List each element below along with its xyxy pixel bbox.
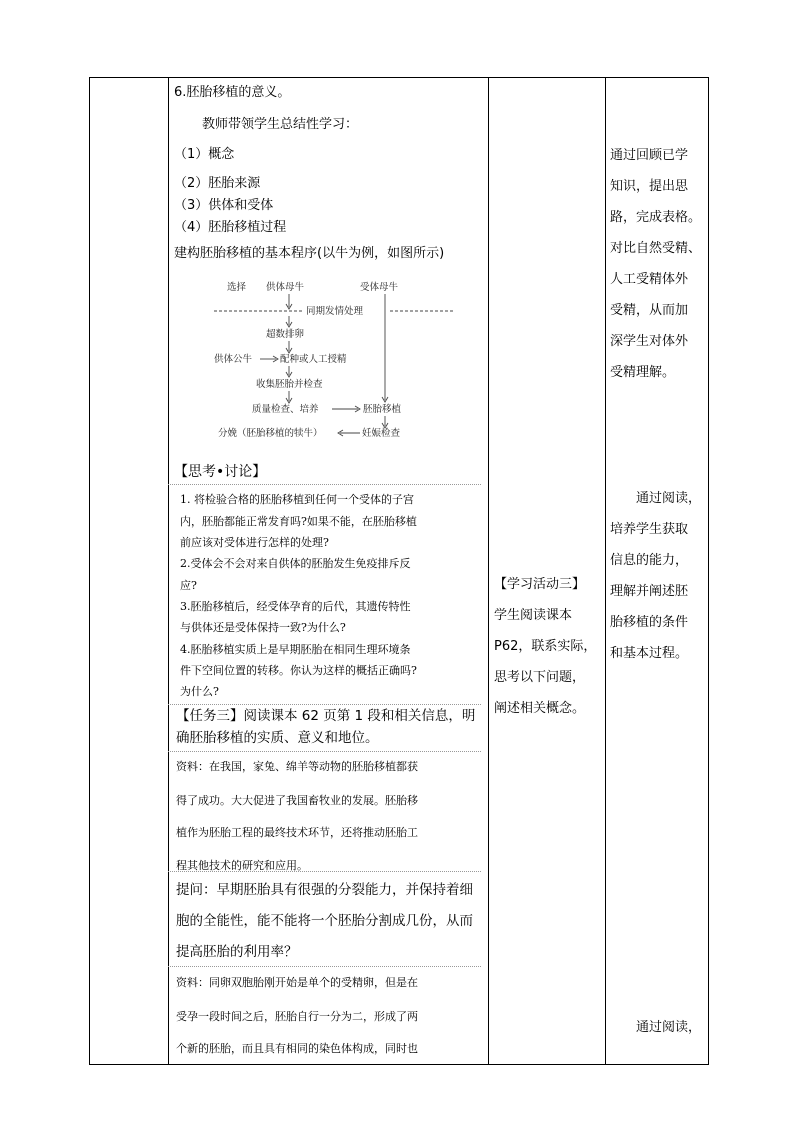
- flow-mating: 配种或人工授精: [280, 354, 347, 365]
- discussion-line: 2.受体会不会对来自供体的胚胎发生免疫排斥反: [180, 557, 411, 570]
- activity-line: 学生阅读课本: [494, 608, 573, 623]
- flow-select: 选择: [227, 282, 247, 293]
- discussion-line: 3.胚胎移植后，经受体孕育的后代，其遗传特性: [180, 600, 411, 613]
- intent-line: 和基本过程。: [610, 646, 689, 661]
- question-line: 提问：早期胚胎具有很强的分裂能力，并保持着细: [176, 882, 473, 898]
- discussion-line: 应?: [180, 579, 197, 592]
- intent-line: 受精理解。: [610, 365, 676, 380]
- intent-line: 深学生对体外: [610, 334, 689, 349]
- activity-line: 【学习活动三】: [494, 577, 586, 592]
- point-item: （4）胚胎移植过程: [174, 220, 287, 235]
- intent-line: 培养学生获取: [610, 522, 689, 537]
- material-line: 植作为胚胎工程的最终技术环节，还将推动胚胎工: [176, 826, 418, 839]
- divider: [168, 871, 481, 872]
- question-line: 提高胚胎的利用率？: [176, 944, 298, 960]
- column-divider: [168, 78, 169, 1064]
- question-line: 胞的全能性，能不能将一个胚胎分割成几份，从而: [176, 913, 473, 929]
- flow-pregnancy: 妊娠检查: [362, 428, 401, 439]
- intent-line: 通过回顾已学: [610, 148, 689, 163]
- point-item: （3）供体和受体: [174, 198, 274, 213]
- discussion-line: 与供体还是受体保持一致?为什么?: [180, 621, 346, 634]
- task-line: 【任务三】阅读课本 62 页第 1 段和相关信息，明: [176, 708, 476, 724]
- discussion-title: 【思考•讨论】: [174, 464, 267, 480]
- discussion-line: 1. 将检验合格的胚胎移植到任何一个受体的子宫: [180, 493, 414, 506]
- column-divider: [488, 78, 489, 1064]
- flow-recipient-cow: 受体母牛: [360, 282, 399, 293]
- discussion-line: 件下空间位置的转移。你认为这样的概括正确吗?: [180, 664, 417, 677]
- material-line: 个新的胚胎，而且具有相同的染色体构成，同时也: [176, 1042, 418, 1055]
- divider: [168, 704, 481, 705]
- intent-line: 知识，提出思: [610, 179, 689, 194]
- discussion-line: 为什么?: [180, 685, 219, 698]
- intent-line: 信息的能力，: [610, 553, 689, 568]
- material-line: 资料：同卵双胞胎刚开始是单个的受精卵，但是在: [176, 976, 418, 989]
- material-line: 程其他技术的研究和应用。: [176, 859, 308, 872]
- material-line: 受孕一段时间之后，胚胎自行一分为二，形成了两: [176, 1010, 418, 1023]
- intent-line: 理解并阐述胚: [610, 584, 689, 599]
- flow-transfer: 胚胎移植: [363, 404, 402, 415]
- column-divider: [605, 78, 606, 1064]
- intent-line: 人工受精体外: [610, 272, 689, 287]
- activity-line: P62，联系实际，: [494, 639, 597, 654]
- intent-line: 受精，从而加: [610, 303, 689, 318]
- material-line: 资料：在我国，家兔、绵羊等动物的胚胎移植都获: [176, 760, 418, 773]
- intent-line: 通过阅读，: [610, 1020, 702, 1035]
- flow-birth: 分娩（胚胎移植的犊牛）: [218, 428, 323, 439]
- point-item: （1）概念: [174, 147, 235, 162]
- activity-line: 思考以下问题，: [494, 670, 586, 685]
- flow-superovulation: 超数排卵: [266, 329, 305, 340]
- activity-line: 阐述相关概念。: [494, 701, 586, 716]
- task-line: 确胚胎移植的实质、意义和地位。: [176, 730, 379, 746]
- divider: [168, 484, 481, 485]
- teacher-line: 教师带领学生总结性学习：: [202, 117, 359, 132]
- flow-quality: 质量检查、培养: [252, 404, 319, 415]
- flow-sync: 同期发情处理: [306, 306, 364, 317]
- flow-donor-bull: 供体公牛: [214, 354, 253, 365]
- intent-line: 对比自然受精、: [610, 241, 702, 256]
- flow-collect: 收集胚胎并检查: [256, 379, 323, 390]
- intent-line: 通过阅读，: [610, 491, 702, 506]
- embryo-transfer-flowchart: [212, 278, 457, 446]
- flow-donor-cow: 供体母牛: [266, 282, 305, 293]
- discussion-line: 4.胚胎移植实质上是早期胚胎在相同生理环境条: [180, 643, 411, 656]
- discussion-line: 前应该对受体进行怎样的处理?: [180, 536, 329, 549]
- intent-line: 胎移植的条件: [610, 615, 689, 630]
- divider: [168, 966, 481, 967]
- intent-line: 路，完成表格。: [610, 210, 702, 225]
- section-heading: 6.胚胎移植的意义。: [174, 85, 291, 100]
- discussion-line: 内，胚胎都能正常发育吗?如果不能，在胚胎移植: [180, 515, 417, 528]
- material-line: 得了成功。大大促进了我国畜牧业的发展。胚胎移: [176, 794, 418, 807]
- build-line: 建构胚胎移植的基本程序(以牛为例，如图所示): [174, 246, 445, 261]
- point-item: （2）胚胎来源: [174, 176, 261, 191]
